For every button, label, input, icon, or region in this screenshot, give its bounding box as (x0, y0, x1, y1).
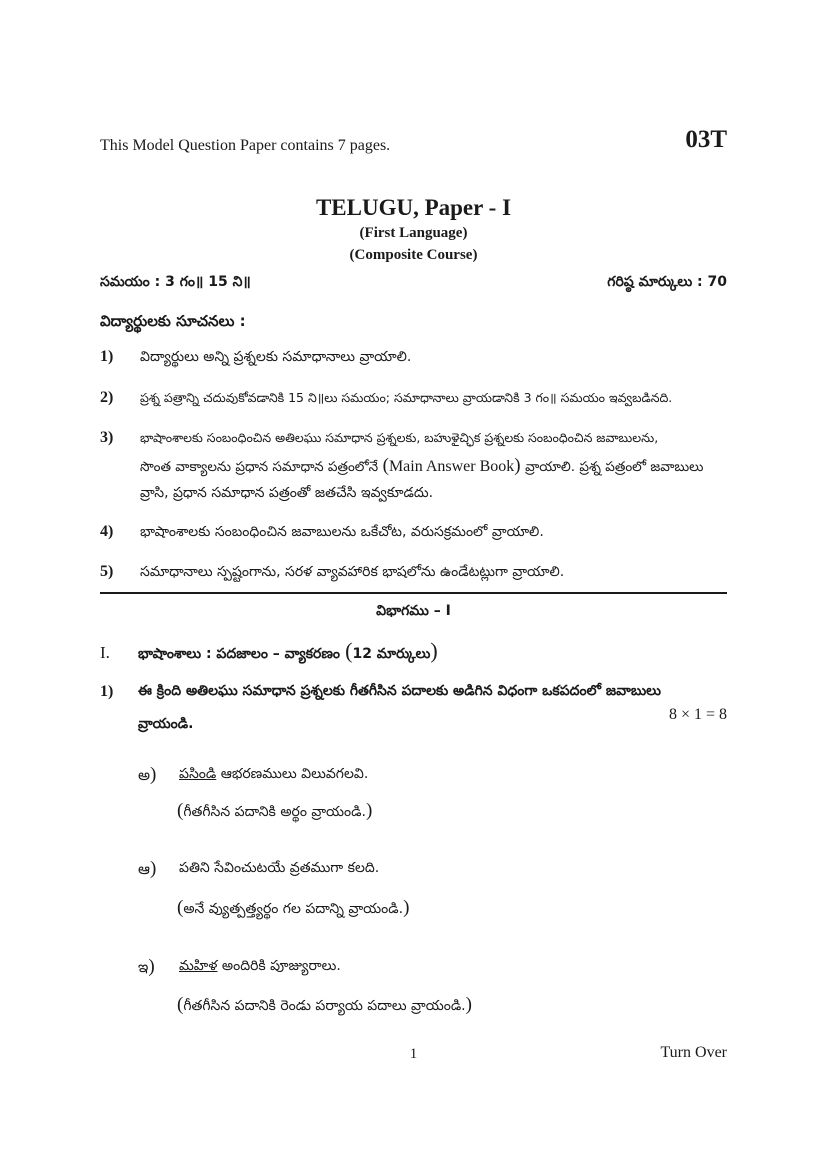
subquestion-task: (గీతగీసిన పదానికి రెండు పర్యాయ పదాలు వ్రాయండి.) (177, 994, 472, 1015)
instruction-text: సమాధానాలు స్పష్టంగాను, సరళ వ్యావహారిక భాషలోను ఉండేటట్లుగా వ్రాయాలి. (140, 564, 565, 580)
instruction-number: 4) (100, 523, 114, 540)
subquestion-marker: అ) (138, 764, 157, 785)
paper-title: TELUGU, Paper - I (315, 195, 512, 220)
subquestion-text: పసిండి ఆభరణములు విలువగలవి. (179, 766, 369, 782)
instruction-text-line: సొంత వాక్యాలను ప్రధాన సమాధాన పత్రంలోనే (Main Answer Book) వ్రాయాలి. ప్రశ్న పత్రంలో జవాబులు (140, 455, 704, 476)
paper-code: 03T (685, 126, 727, 153)
paper-subtitle-language: (First Language) (359, 225, 468, 241)
instruction-number: 3) (100, 429, 114, 446)
instruction-number: 5) (100, 563, 114, 580)
section-heading: విభాగము – I (376, 603, 451, 619)
turn-over: Turn Over (660, 1044, 727, 1061)
divider-rule (100, 592, 727, 594)
underlined-word: మహిళ (179, 958, 218, 974)
part-title-line: భాషాంశాలు : పదజాలం – వ్యాకరణం (12 మార్కులు) (138, 638, 438, 663)
part-number: I. (100, 643, 110, 662)
subquestion-marker: ఆ) (138, 858, 157, 879)
instruction-number: 1) (100, 348, 114, 365)
max-marks: గరిష్ఠ మార్కులు : 70 (607, 274, 727, 290)
part-title: భాషాంశాలు : పదజాలం – వ్యాకరణం (138, 646, 341, 662)
subquestion-task: (గీతగీసిన పదానికి అర్థం వ్రాయండి.) (177, 800, 373, 821)
subquestion-text: మహిళ అందిరికి పూజ్యురాలు. (179, 958, 341, 974)
question-text: ఈ క్రింది అతిలఘు సమాధాన ప్రశ్నలకు గీతగీసిన పదాలకు అడిగిన విధంగా ఒకపదంలో జవాబులు (138, 683, 661, 699)
instruction-text: సొంత వాక్యాలను ప్రధాన సమాధాన పత్రంలోనే (140, 459, 379, 475)
instruction-text: భాషాంశాలకు సంబంధించిన అతిలఘు సమాధాన ప్రశ్నలకు, బహుళైచ్ఛిక ప్రశ్నలకు సంబంధించిన జవాబులను, (140, 430, 659, 445)
question-number: 1) (100, 683, 114, 700)
instructions-heading: విద్యార్థులకు సూచనలు : (100, 312, 246, 330)
paper-subtitle-course: (Composite Course) (349, 247, 478, 263)
question-marks: 8 × 1 = 8 (668, 706, 727, 723)
subquestion-marker: ఇ) (138, 956, 155, 977)
instruction-text: వ్రాసి, ప్రధాన సమాధాన పత్రంతో జతచేసి ఇవ్వకూడదు. (140, 485, 434, 501)
instruction-text: విద్యార్థులు అన్ని ప్రశ్నలకు సమాధానాలు వ్రాయాలి. (140, 349, 412, 365)
question-text: వ్రాయండి. (138, 716, 194, 732)
instruction-number: 2) (100, 389, 114, 406)
subquestion-text: పతిని సేవించుటయే వ్రతముగా కలది. (179, 860, 380, 876)
underlined-word: పసిండి (179, 766, 217, 782)
instruction-text: వ్రాయాలి. ప్రశ్న పత్రంలో జవాబులు (525, 459, 704, 475)
subquestion-task: (అనే వ్యుత్పత్త్యర్థం గల పదాన్ని వ్రాయండి.) (177, 897, 410, 918)
time-allowed: సమయం : 3 గం॥ 15 ని॥ (100, 274, 251, 290)
page-number: 1 (409, 1046, 418, 1062)
pages-note: This Model Question Paper contains 7 pages. (100, 137, 391, 154)
instruction-text: ప్రశ్న పత్రాన్ని చదువుకోవడానికి 15 ని॥లు సమయం; సమాధానాలు వ్రాయడానికి 3 గం॥ సమయం ఇవ్వబడినది. (140, 390, 673, 405)
part-marks: 12 మార్కులు (352, 646, 431, 662)
main-answer-book: Main Answer Book (388, 458, 515, 475)
instruction-text: భాషాంశాలకు సంబంధించిన జవాబులను ఒకేచోట, వరుసక్రమంలో వ్రాయాలి. (140, 524, 544, 540)
